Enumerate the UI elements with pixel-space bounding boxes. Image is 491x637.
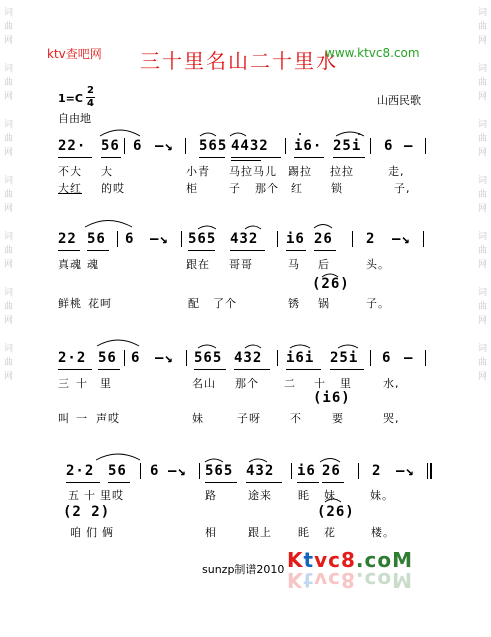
note-group: –↘	[168, 463, 187, 479]
lyric: 花呵	[88, 297, 112, 310]
barline	[199, 463, 200, 479]
alternate-notes: (2 2)	[63, 504, 111, 520]
lyric: 大	[101, 165, 113, 178]
lyric: 咱	[70, 526, 82, 539]
lyric: 里哎	[100, 489, 124, 502]
watermark-char: 网	[478, 260, 488, 270]
lyric: 相	[205, 526, 217, 539]
beam-line	[333, 157, 365, 158]
watermark-char: 曲	[4, 134, 14, 144]
lyric: 跟上	[248, 526, 272, 539]
site-url-right[interactable]: www.ktvc8.com	[325, 46, 420, 60]
time-signature-top: 2	[87, 85, 94, 96]
watermark-char: 词	[478, 288, 488, 298]
barline	[124, 350, 125, 366]
beam-line	[231, 160, 261, 161]
lyric: 十	[76, 377, 88, 390]
watermark-char: 词	[4, 120, 14, 130]
lyric: 一	[76, 412, 88, 425]
watermark-char: 网	[4, 260, 14, 270]
note-group: 4432	[231, 138, 269, 154]
lyric: 妹	[324, 489, 336, 502]
watermark-char: 网	[4, 36, 14, 46]
watermark-char: 词	[4, 232, 14, 242]
lyric: 子,	[394, 182, 411, 195]
watermark-char: 曲	[4, 246, 14, 256]
beam-line	[330, 369, 364, 370]
barline	[124, 138, 125, 154]
lyric: 马拉马儿	[229, 165, 277, 178]
watermark-char: 曲	[4, 78, 14, 88]
lyric: 要	[332, 412, 344, 425]
lyric: 妹	[192, 412, 204, 425]
lyric: 不	[290, 412, 302, 425]
note-group: 565	[188, 231, 217, 247]
lyric: 真魂	[58, 258, 82, 271]
note-group: 25i	[330, 350, 359, 366]
lyric: 鲜桃	[58, 297, 82, 310]
watermark-char: 曲	[4, 190, 14, 200]
note-group: 6	[125, 231, 135, 247]
note-group: 6	[131, 350, 141, 366]
note-group: i6	[286, 231, 305, 247]
lyric: 拉拉	[330, 165, 354, 178]
note-group: 2·2	[58, 350, 87, 366]
watermark-char: 词	[4, 344, 14, 354]
note-group: 565	[194, 350, 223, 366]
lyric: 叫	[58, 412, 70, 425]
lyric: 柜	[186, 182, 198, 195]
note-group: 2·2	[66, 463, 95, 479]
watermark-char: 网	[4, 148, 14, 158]
barline	[358, 463, 359, 479]
note-group: –↘	[396, 463, 415, 479]
watermark-char: 词	[478, 232, 488, 242]
lyric: 配	[188, 297, 200, 310]
watermark-char: 网	[4, 316, 14, 326]
lyric: 俩	[102, 526, 114, 539]
alternate-notes: (i6)	[313, 390, 351, 406]
song-origin: 山西民歌	[377, 94, 421, 107]
note-group: 432	[246, 463, 275, 479]
beam-line	[188, 250, 215, 251]
beam-line	[286, 250, 306, 251]
barline	[181, 231, 182, 247]
lyric: 声哎	[96, 412, 120, 425]
beam-line	[58, 369, 92, 370]
barline	[140, 463, 141, 479]
alternate-notes: (26)	[312, 276, 350, 292]
lyric: 大红	[58, 182, 82, 195]
watermark-char: 曲	[478, 190, 488, 200]
lyric: 那个	[255, 182, 279, 195]
lyric: 五	[68, 489, 80, 502]
beam-line	[87, 250, 109, 251]
watermark-char: 网	[478, 148, 488, 158]
key-signature: 1=C	[58, 92, 83, 105]
barline	[425, 138, 426, 154]
note-group: 22	[58, 231, 77, 247]
watermark-char: 曲	[478, 78, 488, 88]
transcriber-credit: sunzp制谱2010	[202, 563, 285, 576]
barline	[285, 138, 286, 154]
lyric: 那个	[235, 377, 259, 390]
note-group: 565	[205, 463, 234, 479]
beam-line	[101, 157, 121, 158]
lyric: 子。	[366, 297, 390, 310]
barline	[117, 231, 118, 247]
note-group: 432	[230, 231, 259, 247]
watermark-char: 网	[478, 316, 488, 326]
note-group: 26	[322, 463, 341, 479]
lyric: 里	[100, 377, 112, 390]
note-group: 565	[199, 138, 228, 154]
note-group: –	[404, 350, 414, 366]
note-group: –↘	[392, 231, 411, 247]
watermark-char: 网	[478, 92, 488, 102]
watermark-char: 词	[4, 288, 14, 298]
site-name-left[interactable]: ktv查吧网	[47, 47, 102, 61]
note-group: –	[404, 138, 414, 154]
barline	[370, 350, 371, 366]
alternate-notes: (26)	[317, 504, 355, 520]
lyric: 眊	[298, 526, 310, 539]
lyric: 哭,	[383, 412, 400, 425]
note-group: i6	[297, 463, 316, 479]
lyric: 走,	[388, 165, 405, 178]
time-signature-bottom: 4	[87, 98, 94, 109]
note-group: 25i	[333, 138, 362, 154]
lyric: 的哎	[101, 182, 125, 195]
lyric: 红	[291, 182, 303, 195]
barline	[291, 463, 292, 479]
note-group: i6i	[286, 350, 315, 366]
watermark-char: 网	[4, 92, 14, 102]
final-barline	[430, 463, 432, 479]
note-group: 56	[87, 231, 106, 247]
watermark-char: 网	[478, 204, 488, 214]
note-group: 2	[366, 231, 376, 247]
lyric: 三	[58, 377, 70, 390]
barline	[352, 231, 353, 247]
note-group: –↘	[155, 350, 174, 366]
barline	[277, 350, 278, 366]
beam-line	[294, 157, 324, 158]
logo-reflection: Ktvc8.coM	[287, 568, 413, 592]
watermark-char: 曲	[4, 302, 14, 312]
note-group: –↘	[155, 138, 174, 154]
beam-line	[234, 369, 270, 370]
watermark-char: 词	[478, 64, 488, 74]
watermark-char: 曲	[4, 358, 14, 368]
lyric: 跟在	[186, 258, 210, 271]
watermark-char: 词	[4, 176, 14, 186]
beam-line	[58, 157, 92, 158]
watermark-char: 曲	[478, 358, 488, 368]
lyric: 二	[284, 377, 296, 390]
beam-line	[322, 482, 344, 483]
logo-text: Ktvc8.coM	[287, 548, 413, 572]
note-group: 6	[150, 463, 160, 479]
note-group: 432	[234, 350, 263, 366]
watermark-char: 曲	[478, 134, 488, 144]
barline	[423, 231, 424, 247]
lyric: 花	[324, 526, 336, 539]
barline	[277, 231, 278, 247]
lyric: 踢拉	[288, 165, 312, 178]
lyric: 十	[84, 489, 96, 502]
watermark-char: 网	[478, 372, 488, 382]
note-group: 56	[101, 138, 120, 154]
lyric: 水,	[383, 377, 400, 390]
lyric: 魂	[87, 258, 99, 271]
note-group: i6·	[294, 138, 323, 154]
lyric: 们	[86, 526, 98, 539]
lyric: 名山	[192, 377, 216, 390]
watermark-char: 词	[478, 176, 488, 186]
lyric: 哥哥	[229, 258, 253, 271]
beam-line	[66, 482, 100, 483]
watermark-char: 词	[478, 8, 488, 18]
beam-line	[58, 250, 80, 251]
lyric: 妹。	[370, 489, 394, 502]
barline	[427, 463, 428, 479]
note-group: 6	[384, 138, 394, 154]
beam-line	[194, 369, 226, 370]
watermark-char: 曲	[4, 22, 14, 32]
note-group: 26	[314, 231, 333, 247]
watermark-char: 曲	[478, 246, 488, 256]
beam-line	[246, 482, 282, 483]
note-group: 6	[133, 138, 143, 154]
lyric: 小青	[186, 165, 210, 178]
beam-line	[314, 250, 336, 251]
barline	[425, 350, 426, 366]
lyric: 头。	[366, 258, 390, 271]
lyric: 楼。	[371, 526, 395, 539]
watermark-char: 曲	[478, 22, 488, 32]
lyric: 锁	[331, 182, 343, 195]
note-group: 2	[372, 463, 382, 479]
lyric: 里	[340, 377, 352, 390]
song-title: 三十里名山二十里水	[140, 49, 338, 73]
tempo-marking: 自由地	[58, 112, 91, 125]
watermark-char: 曲	[478, 302, 488, 312]
beam-line	[98, 369, 120, 370]
beam-line	[230, 250, 265, 251]
beam-line	[108, 482, 130, 483]
beam-line	[231, 157, 281, 158]
note-group: 6	[382, 350, 392, 366]
watermark-char: 网	[4, 372, 14, 382]
barline	[186, 350, 187, 366]
lyric: 眊	[298, 489, 310, 502]
octave-dot	[299, 133, 301, 135]
lyric: 马	[288, 258, 300, 271]
lyric: 子	[229, 182, 241, 195]
note-group: 22·	[58, 138, 87, 154]
beam-line	[205, 482, 237, 483]
lyric: 子呀	[237, 412, 261, 425]
lyric: 途来	[248, 489, 272, 502]
note-group: –↘	[150, 231, 169, 247]
barline	[185, 138, 186, 154]
watermark-char: 词	[4, 8, 14, 18]
octave-dot	[358, 133, 360, 135]
watermark-char: 词	[4, 64, 14, 74]
watermark-char: 网	[478, 36, 488, 46]
site-logo[interactable]	[287, 548, 413, 592]
lyric: 路	[205, 489, 217, 502]
watermark-char: 词	[478, 120, 488, 130]
lyric: 不大	[58, 165, 82, 178]
lyric: 后	[318, 258, 330, 271]
beam-line	[297, 482, 319, 483]
lyric: 锈	[288, 297, 300, 310]
lyric: 锅	[318, 297, 330, 310]
lyric: 十	[314, 377, 326, 390]
beam-line	[286, 369, 321, 370]
lyric: 了个	[213, 297, 237, 310]
barline	[370, 138, 371, 154]
watermark-char: 网	[4, 204, 14, 214]
note-group: 56	[108, 463, 127, 479]
watermark-char: 词	[478, 344, 488, 354]
note-group: 56	[98, 350, 117, 366]
beam-line	[199, 157, 225, 158]
